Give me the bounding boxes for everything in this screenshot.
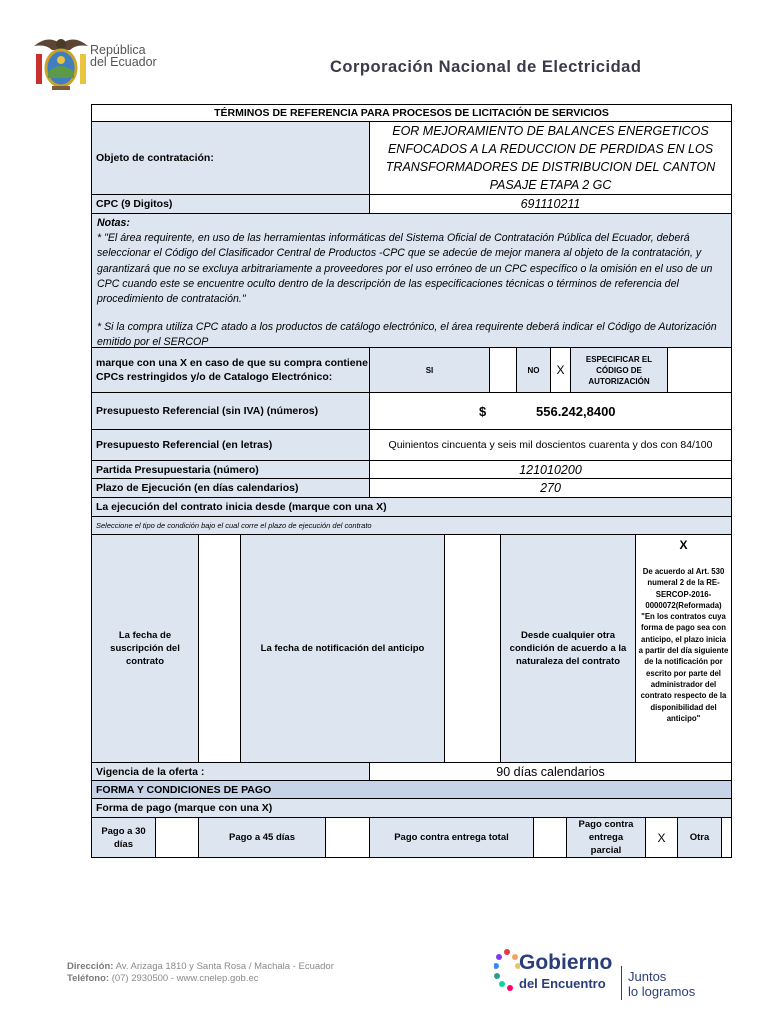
country-line-1: República xyxy=(90,43,146,57)
plazo-value: 270 xyxy=(369,478,732,498)
footer-address xyxy=(67,961,334,985)
gobierno-starburst-icon xyxy=(494,948,520,998)
pago-entrega-parcial-checkbox[interactable]: X xyxy=(645,817,678,858)
footer-divider xyxy=(621,966,622,1000)
no-label: NO xyxy=(516,347,551,393)
pago-otra-label: Otra xyxy=(677,817,722,858)
cpc-value: 691110211 xyxy=(369,194,732,214)
vigencia-value: 90 días calendarios xyxy=(369,762,732,781)
pago-45-checkbox[interactable] xyxy=(325,817,370,858)
ejecucion-header: La ejecución del contrato inicia desde (marque con una X) xyxy=(91,497,732,517)
objeto-value: EOR MEJORAMIENTO DE BALANCES ENERGETICOS ENFOCADOS A LA REDUCCION DE PERDIDAS EN LOS TRANSFORMADORES DE DISTRIBUCION DEL CANTON PASAJE ETAPA 2 GC xyxy=(369,121,732,195)
forma-condiciones-header: FORMA Y CONDICIONES DE PAGO xyxy=(91,780,732,799)
pago-entrega-total-label: Pago contra entrega total xyxy=(369,817,534,858)
notes-paragraph-2: * Si la compra utiliza CPC atado a los productos de catálogo electrónico, el área requirente deberá indicar el Código de Autorización emitido por el SERCOP xyxy=(97,321,717,348)
seleccione-note: Seleccione el tipo de condición bajo el cual corre el plazo de ejecución del contrato xyxy=(91,516,732,535)
notes-block xyxy=(91,213,732,348)
authorization-code-field[interactable] xyxy=(667,347,732,393)
pago-30-label: Pago a 30 días xyxy=(91,817,156,858)
pago-30-checkbox[interactable] xyxy=(155,817,199,858)
catalogo-label: marque con una X en caso de que su compra contiene CPCs restringidos y/o de Catalogo Electrónico: xyxy=(91,347,370,393)
option-notificacion-label: La fecha de notificación del anticipo xyxy=(240,534,445,763)
pago-entrega-total-checkbox[interactable] xyxy=(533,817,567,858)
plazo-label: Plazo de Ejecución (en días calendarios) xyxy=(91,478,370,498)
presupuesto-letras-value: Quinientos cincuenta y seis mil doscientos cuarenta y dos con 84/100 xyxy=(369,429,732,461)
notes-paragraph-1: * "El área requirente, en uso de las herramientas informáticas del Sistema Oficial de Contratación Pública del Ecuador, deberá seleccionar el Código del Clasificador Central de Productos -CPC que se adecúe de mejor manera al objeto de la contratación, y garantizará que no se excluya arbitrariamente a proveedores por el uso erróneo de un CPC específico o la omisión en el uso de un CPC cuando este se encuentre oculto dentro de la descripción de las especificaciones técnicas o términos de referencia del procedimiento de contratación." xyxy=(97,232,713,306)
si-checkbox[interactable] xyxy=(489,347,517,393)
otra-condicion-text: De acuerdo al Art. 530 numeral 2 de la RE-SERCOP-2016-0000072(Reformada) "En los contratos cuya forma de pago sea con anticipo, el plazo inicia a partir del día siguiente de la notificación por escrito por parte del administrador del contrato respecto de la disponibilidad del anticipo" xyxy=(638,567,729,723)
presupuesto-num-label: Presupuesto Referencial (sin IVA) (números) xyxy=(91,392,370,430)
pago-45-label: Pago a 45 días xyxy=(198,817,326,858)
objeto-label: Objeto de contratación: xyxy=(91,121,370,195)
currency-symbol: $ xyxy=(479,403,487,419)
cpc-label: CPC (9 Digitos) xyxy=(91,194,370,214)
no-checkbox[interactable]: X xyxy=(550,347,571,393)
ecuador-coat-of-arms-icon xyxy=(30,30,92,94)
telefono-value: (07) 2930500 - www.cnelep.gob.ec xyxy=(111,973,259,984)
presupuesto-letras-label: Presupuesto Referencial (en letras) xyxy=(91,429,370,461)
pago-entrega-parcial-label: Pago contra entrega parcial xyxy=(566,817,646,858)
juntos-slogan xyxy=(628,969,695,999)
notes-title: Notas: xyxy=(97,217,130,229)
presupuesto-num-value xyxy=(369,392,732,430)
direccion-value: Av. Arizaga 1810 y Santa Rosa / Machala - Ecuador xyxy=(115,961,334,972)
form-title: TÉRMINOS DE REFERENCIA PARA PROCESOS DE LICITACIÓN DE SERVICIOS xyxy=(91,104,732,122)
direccion-label: Dirección: xyxy=(67,961,114,972)
juntos-line-1: Juntos xyxy=(628,969,667,984)
juntos-line-2: lo logramos xyxy=(628,984,696,999)
country-line-2: del Ecuador xyxy=(90,55,157,69)
pago-otra-checkbox[interactable] xyxy=(721,817,732,858)
del-encuentro-text: del Encuentro xyxy=(519,976,606,991)
especificar-label: ESPECIFICAR EL CÓDIGO DE AUTORIZACIÓN xyxy=(570,347,668,393)
presupuesto-amount: 556.242,8400 xyxy=(536,403,616,419)
otra-condicion-mark: X xyxy=(679,538,688,552)
partida-value: 121010200 xyxy=(369,460,732,479)
vigencia-label: Vigencia de la oferta : xyxy=(91,762,370,781)
option-suscripcion-checkbox[interactable] xyxy=(198,534,241,763)
gobierno-text: Gobierno xyxy=(519,951,613,974)
organization-title: Corporación Nacional de Electricidad xyxy=(330,58,642,76)
terms-form xyxy=(91,104,732,858)
option-otra-condicion-box[interactable] xyxy=(635,534,732,763)
option-suscripcion-label: La fecha de suscripción del contrato xyxy=(91,534,199,763)
option-notificacion-checkbox[interactable] xyxy=(444,534,501,763)
option-otra-condicion-label: Desde cualquier otra condición de acuerdo a la naturaleza del contrato xyxy=(500,534,636,763)
si-label: SI xyxy=(369,347,490,393)
country-name xyxy=(90,44,157,68)
partida-label: Partida Presupuestaria (número) xyxy=(91,460,370,479)
telefono-label: Teléfono: xyxy=(67,973,110,984)
forma-pago-label: Forma de pago (marque con una X) xyxy=(91,798,732,818)
